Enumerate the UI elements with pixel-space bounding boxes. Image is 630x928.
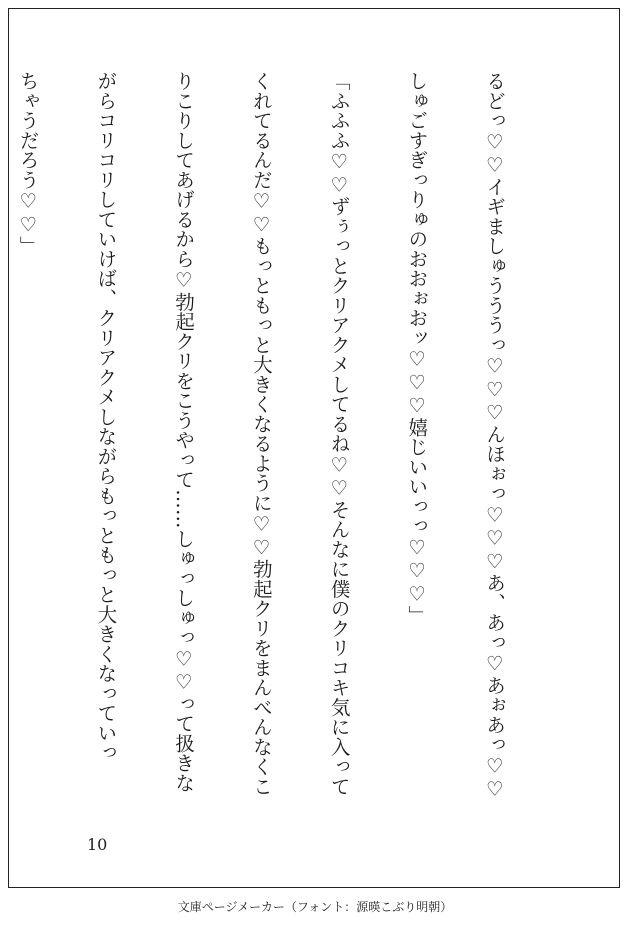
text-line: しゅごすぎっりゅのおおぉおッ♡♡♡嬉じいいっっ♡♡♡」	[405, 71, 429, 626]
footer-credit: 文庫ページメーカー（フォント：源暎こぶり明朝）	[177, 900, 453, 914]
text-line: るどっ♡♡イギましゅうううっ♡♡♡んほぉっ♡♡♡あ、あっ♡あぉあっ♡♡	[483, 71, 507, 801]
text-line: 「ふふふ♡♡ずぅっとクリアクメしてるね♡♡そんなに僕のクリコキ気に入って	[327, 71, 351, 796]
page-number: 10	[87, 835, 108, 854]
book-page	[8, 8, 620, 888]
text-line: くれてるんだ♡♡もっともっと大きくなるように♡♡勃起クリをまんべんなくこ	[249, 71, 273, 796]
text-line: ちゃうだろう♡♡」	[16, 71, 40, 256]
vertical-text-body	[16, 71, 559, 811]
text-line: がらコリコリしていけば、クリアクメしながらもっともっと大きくなっていっ	[94, 71, 118, 763]
text-line: りこりしてあげるから♡勃起クリをこうやって……しゅっしゅっ♡♡って扱きな	[172, 71, 196, 793]
